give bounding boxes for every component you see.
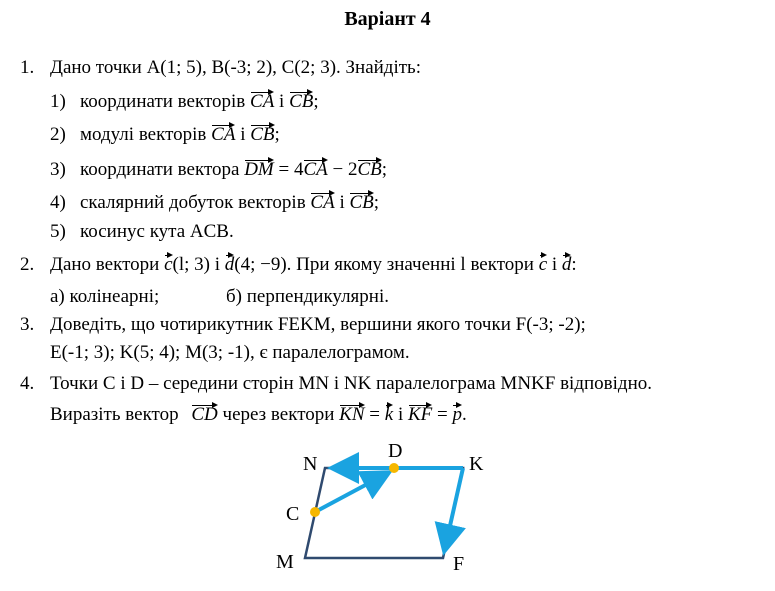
label-k: K [469, 453, 484, 475]
equals-sign: = [369, 404, 380, 425]
vector-d: d [561, 254, 572, 275]
conjunction: і [551, 254, 558, 275]
equation-part: = 4 [278, 159, 304, 180]
vector-cd: CD [191, 404, 218, 425]
vector-ca: CA [303, 159, 328, 180]
item-text: координати вектора [80, 159, 240, 180]
task-2-option-b: б) перпендикулярні. [226, 286, 389, 307]
page-title: Варіант 4 [344, 8, 431, 30]
task-3-line-1: Доведіть, що чотирикутник FEKM, вершини якого точки F(-3; -2); [50, 314, 586, 335]
vector-d-coords: (4; −9). [234, 254, 292, 275]
vector-c: c [164, 254, 173, 275]
vector-cb: CB [357, 159, 382, 180]
item-number: 1) [50, 91, 66, 112]
arrow-kf [445, 468, 463, 548]
vector-ca: CA [250, 91, 275, 112]
vector-c-coords: (l; 3) [172, 254, 210, 275]
label-m: M [276, 551, 294, 573]
task-2-option-a: а) колінеарні; [50, 286, 160, 307]
item-end: ; [373, 192, 380, 213]
conjunction: і [339, 192, 345, 213]
vector-c: c [538, 254, 548, 275]
equation-part: − 2 [332, 159, 358, 180]
vector-p: p [452, 404, 462, 425]
vector-cb: CB [250, 124, 275, 145]
task-3-number: 3. [20, 314, 35, 335]
item-number: 2) [50, 124, 66, 145]
parallelogram-outline [305, 468, 463, 558]
task-3-line-2: E(-1; 3); K(5; 4); M(3; -1), є паралелограмом. [50, 342, 410, 363]
item-text: координати векторів [80, 91, 246, 112]
vector-ca: CA [310, 192, 335, 213]
item-end: ; [381, 159, 388, 180]
label-f: F [453, 553, 465, 575]
task-4-text: через вектори [222, 404, 335, 425]
label-n: N [303, 453, 318, 475]
task-2-text: Дано вектори [50, 254, 160, 275]
conjunction: і [279, 91, 285, 112]
conjunction: і [240, 124, 246, 145]
label-d: D [388, 440, 403, 462]
task-2-question: При якому значенні l вектори [296, 254, 534, 275]
equals-sign: = [437, 404, 448, 425]
label-c: C [286, 503, 300, 525]
item-number: 4) [50, 192, 66, 213]
task-4-number: 4. [20, 373, 35, 394]
vector-ca: CA [211, 124, 236, 145]
task-4-text: Виразіть вектор [50, 404, 179, 425]
vector-d: d [224, 254, 235, 275]
item-text: скалярний добуток векторів [80, 192, 306, 213]
vector-k: k [384, 404, 394, 425]
item-number: 3) [50, 159, 66, 180]
item-text: косинус кута ACB. [80, 221, 234, 242]
vector-kf: KF [407, 404, 433, 425]
item-text: модулі векторів [80, 124, 207, 145]
task-2-end: : [571, 254, 577, 275]
item-end: ; [274, 124, 280, 145]
point-c [310, 507, 320, 517]
task-4-line-1: Точки C і D – середини сторін MN і NK паралелограма MNKF відповідно. [50, 373, 653, 394]
point-d [389, 463, 399, 473]
vector-kn: KN [339, 404, 365, 425]
arrow-cd [315, 474, 386, 512]
vector-cb: CB [349, 192, 374, 213]
task-2-number: 2. [20, 254, 35, 275]
task-4-end: . [461, 404, 467, 425]
conjunction: і [397, 404, 404, 425]
task-1-number: 1. [20, 57, 35, 78]
vector-dm: DM [244, 159, 274, 180]
vector-cb: CB [289, 91, 314, 112]
item-number: 5) [50, 221, 66, 242]
task-1-intro: Дано точки A(1; 5), B(-3; 2), C(2; 3). Знайдіть: [50, 57, 422, 78]
conjunction: і [214, 254, 220, 275]
item-end: ; [313, 91, 319, 112]
